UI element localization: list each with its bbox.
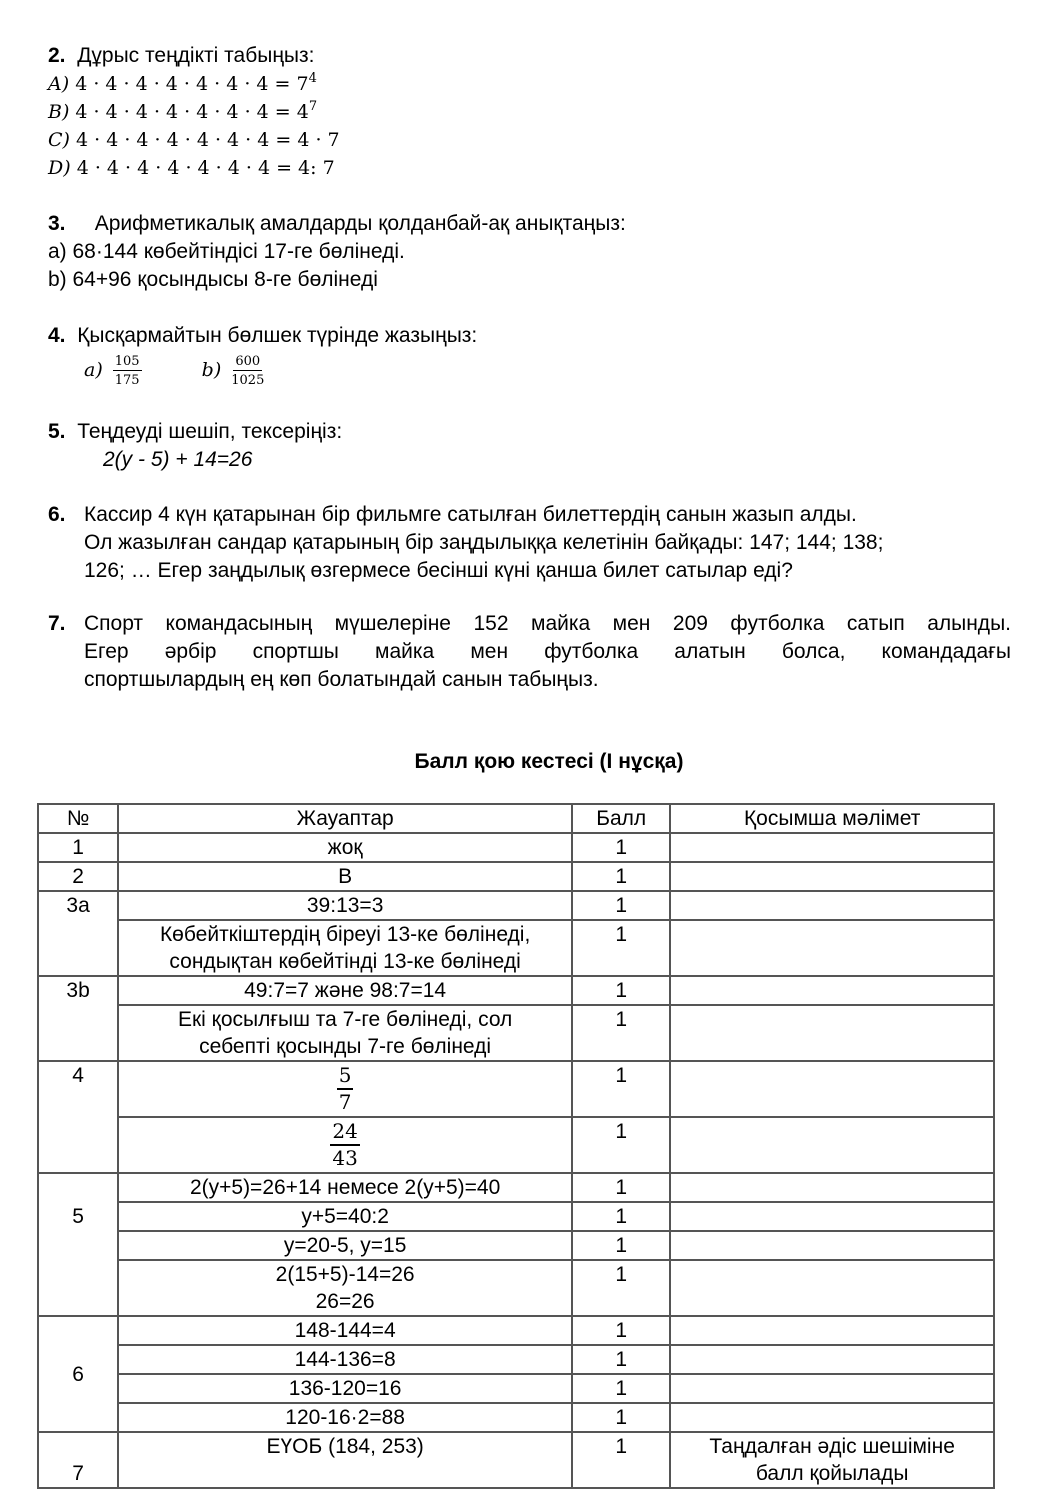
cell-score: 1	[572, 1316, 670, 1345]
option-lhs: 4 · 4 · 4 · 4 · 4 · 4 · 4 =	[76, 129, 298, 151]
question-5-equation: 2(y - 5) + 14=26	[103, 448, 253, 471]
question-7-number	[48, 610, 66, 638]
option-a	[48, 70, 317, 98]
cell-score: 1	[572, 1260, 670, 1316]
question-2-heading	[48, 42, 314, 70]
cell-score: 1	[572, 1005, 670, 1061]
cell-note	[670, 1374, 994, 1403]
table-row	[38, 1173, 994, 1202]
question-7-line-3: спортшылардың ең көп болатындай санын табыңыз.	[84, 668, 599, 691]
cell-note	[670, 1316, 994, 1345]
table-row	[38, 833, 994, 862]
header-score: Балл	[572, 804, 670, 833]
cell-answer: 136-120=16	[118, 1374, 572, 1403]
cell-score: 1	[572, 976, 670, 1005]
cell-number: 5	[38, 1173, 118, 1316]
question-number: 3.	[48, 212, 66, 235]
question-5-heading	[48, 418, 342, 446]
answer-line: Көбейткіштердің біреуі 13-ке бөлінеді,	[159, 923, 531, 946]
option-rhs: 4: 7	[298, 157, 335, 179]
numerator: 105	[114, 354, 140, 369]
note-line: Таңдалған әдіс шешіміне	[709, 1435, 955, 1458]
option-d	[48, 154, 335, 182]
question-number: 6.	[48, 503, 66, 526]
table-row	[38, 1005, 994, 1061]
cell-answer	[118, 920, 572, 976]
cell-answer: 49:7=7 және 98:7=14	[118, 976, 572, 1005]
question-4-heading	[48, 322, 477, 350]
question-6-line-2: Ол жазылған сандар қатарының бір заңдылыққа келетінін байқады: 147; 144; 138;	[84, 531, 884, 554]
cell-note	[670, 1260, 994, 1316]
option-lhs: 4 · 4 · 4 · 4 · 4 · 4 · 4 =	[76, 157, 299, 179]
question-3-item-b: b) 64+96 қосындысы 8-ге бөлінеді	[48, 268, 378, 291]
cell-score: 1	[572, 833, 670, 862]
answer-line: 2(15+5)-14=26	[275, 1263, 415, 1286]
cell-answer: 2(y+5)=26+14 немесе 2(y+5)=40	[118, 1173, 572, 1202]
answer-line: Екі қосылғыш та 7-ге бөлінеді, сол	[177, 1008, 513, 1031]
table-row	[38, 976, 994, 1005]
cell-note	[670, 1005, 994, 1061]
cell-answer: ЕҮОБ (184, 253)	[118, 1432, 572, 1488]
question-number: 4.	[48, 324, 66, 347]
table-row	[38, 920, 994, 976]
cell-answer: y+5=40:2	[118, 1202, 572, 1231]
question-6-line-1: Кассир 4 күн қатарынан бір фильмге сатылған билеттердің санын жазып алды.	[84, 503, 857, 526]
cell-note	[670, 1173, 994, 1202]
question-7-line-2: Егер әрбір спортшы майка мен футболка алатын болса, командадағы	[84, 640, 1011, 663]
question-prompt: Дұрыс теңдікті табыңыз:	[77, 44, 315, 67]
cell-score: 1	[572, 1061, 670, 1117]
denominator: 7	[338, 1090, 352, 1114]
table-row	[38, 891, 994, 920]
table-row	[38, 1345, 994, 1374]
scoring-table-title: Балл қою кестесі (І нұсқа)	[414, 750, 684, 773]
cell-answer	[118, 1117, 572, 1173]
cell-number: 1	[38, 833, 118, 862]
cell-number: 6	[38, 1316, 118, 1432]
cell-score: 1	[572, 1432, 670, 1488]
cell-answer: 144-136=8	[118, 1345, 572, 1374]
scoring-table	[37, 803, 995, 1489]
cell-note	[670, 1117, 994, 1173]
cell-answer: 120-16·2=88	[118, 1403, 572, 1432]
answer-line: сондықтан көбейтінді 13-ке бөлінеді	[169, 950, 521, 973]
numerator: 24	[330, 1119, 359, 1146]
question-7-line-1: Спорт командасының мүшелеріне 152 майка мен 209 футболка сатып алынды.	[84, 612, 1011, 635]
fraction-label: b)	[201, 359, 222, 381]
cell-score: 1	[572, 1231, 670, 1260]
denominator: 1025	[231, 373, 265, 388]
option-lhs: 4 · 4 · 4 · 4 · 4 · 4 · 4 =	[75, 101, 297, 123]
cell-score: 1	[572, 1403, 670, 1432]
header-answers: Жауаптар	[118, 804, 572, 833]
note-line: балл қойылады	[755, 1462, 909, 1485]
cell-score: 1	[572, 920, 670, 976]
cell-note	[670, 833, 994, 862]
cell-answer: 39:13=3	[118, 891, 572, 920]
cell-score: 1	[572, 891, 670, 920]
header-number: №	[38, 804, 118, 833]
cell-score: 1	[572, 1374, 670, 1403]
answer-line: себепті қосынды 7-ге бөлінеді	[199, 1035, 492, 1058]
option-b	[48, 98, 317, 126]
cell-note	[670, 1403, 994, 1432]
cell-score: 1	[572, 1202, 670, 1231]
answer-fraction	[330, 1119, 359, 1171]
option-label: D)	[48, 157, 71, 179]
answer-fraction	[337, 1063, 354, 1115]
cell-score: 1	[572, 1173, 670, 1202]
cell-number: 3b	[38, 976, 118, 1061]
question-6-number	[48, 501, 66, 529]
cell-score: 1	[572, 1117, 670, 1173]
question-prompt: Арифметикалық амалдарды қолданбай-ақ анықтаңыз:	[94, 212, 626, 235]
table-header-row	[38, 804, 994, 833]
cell-answer: y=20-5, y=15	[118, 1231, 572, 1260]
option-label: A)	[48, 73, 70, 95]
table-row	[38, 1374, 994, 1403]
cell-note	[670, 976, 994, 1005]
question-number: 7.	[48, 612, 66, 635]
question-number: 2.	[48, 44, 66, 67]
table-row	[38, 1432, 994, 1488]
denominator: 43	[332, 1146, 358, 1170]
option-rhs: 7	[296, 73, 309, 95]
cell-note	[670, 862, 994, 891]
numerator: 600	[235, 354, 261, 369]
cell-score: 1	[572, 862, 670, 891]
option-label: B)	[48, 101, 70, 123]
cell-answer: 148-144=4	[118, 1316, 572, 1345]
answer-line: 26=26	[315, 1290, 375, 1313]
cell-answer	[118, 1260, 572, 1316]
fraction-a	[113, 354, 142, 388]
table-row	[38, 1061, 994, 1117]
table-row	[38, 1231, 994, 1260]
cell-note	[670, 1345, 994, 1374]
table-row	[38, 1316, 994, 1345]
table-row	[38, 1117, 994, 1173]
cell-note	[670, 891, 994, 920]
question-3-heading	[48, 210, 626, 238]
cell-number: 3a	[38, 891, 118, 976]
numerator: 5	[337, 1063, 354, 1090]
cell-note	[670, 1231, 994, 1260]
cell-answer: жоқ	[118, 833, 572, 862]
cell-number: 4	[38, 1061, 118, 1173]
cell-answer: В	[118, 862, 572, 891]
question-3-item-a: a) 68·144 көбейтіндісі 17-ге бөлінеді.	[48, 240, 405, 263]
question-prompt: Теңдеуді шешіп, тексеріңіз:	[77, 420, 343, 443]
option-exponent: 4	[308, 71, 317, 86]
option-label: C)	[48, 129, 70, 151]
table-row	[38, 862, 994, 891]
header-notes: Қосымша мәлімет	[670, 804, 994, 833]
option-c	[48, 126, 340, 154]
option-exponent: 7	[308, 99, 318, 114]
table-row	[38, 1202, 994, 1231]
cell-note	[670, 1061, 994, 1117]
cell-answer	[118, 1061, 572, 1117]
denominator: 175	[114, 373, 140, 388]
question-number: 5.	[48, 420, 66, 443]
option-rhs: 4	[296, 101, 309, 123]
fraction-b	[231, 354, 264, 388]
question-prompt: Қысқармайтын бөлшек түрінде жазыңыз:	[77, 324, 478, 347]
cell-note	[670, 1202, 994, 1231]
option-lhs: 4 · 4 · 4 · 4 · 4 · 4 · 4 =	[75, 73, 297, 95]
cell-number: 2	[38, 862, 118, 891]
question-4-fractions	[84, 350, 264, 390]
cell-answer	[118, 1005, 572, 1061]
option-rhs: 4 · 7	[297, 129, 340, 151]
table-row	[38, 1260, 994, 1316]
cell-note	[670, 920, 994, 976]
cell-number: 7	[38, 1432, 118, 1488]
question-6-line-3: 126; … Егер заңдылық өзгермесе бесінші күні қанша билет сатылар еді?	[84, 559, 793, 582]
cell-score: 1	[572, 1345, 670, 1374]
table-row	[38, 1403, 994, 1432]
cell-note	[670, 1432, 994, 1488]
fraction-label: a)	[84, 359, 103, 381]
